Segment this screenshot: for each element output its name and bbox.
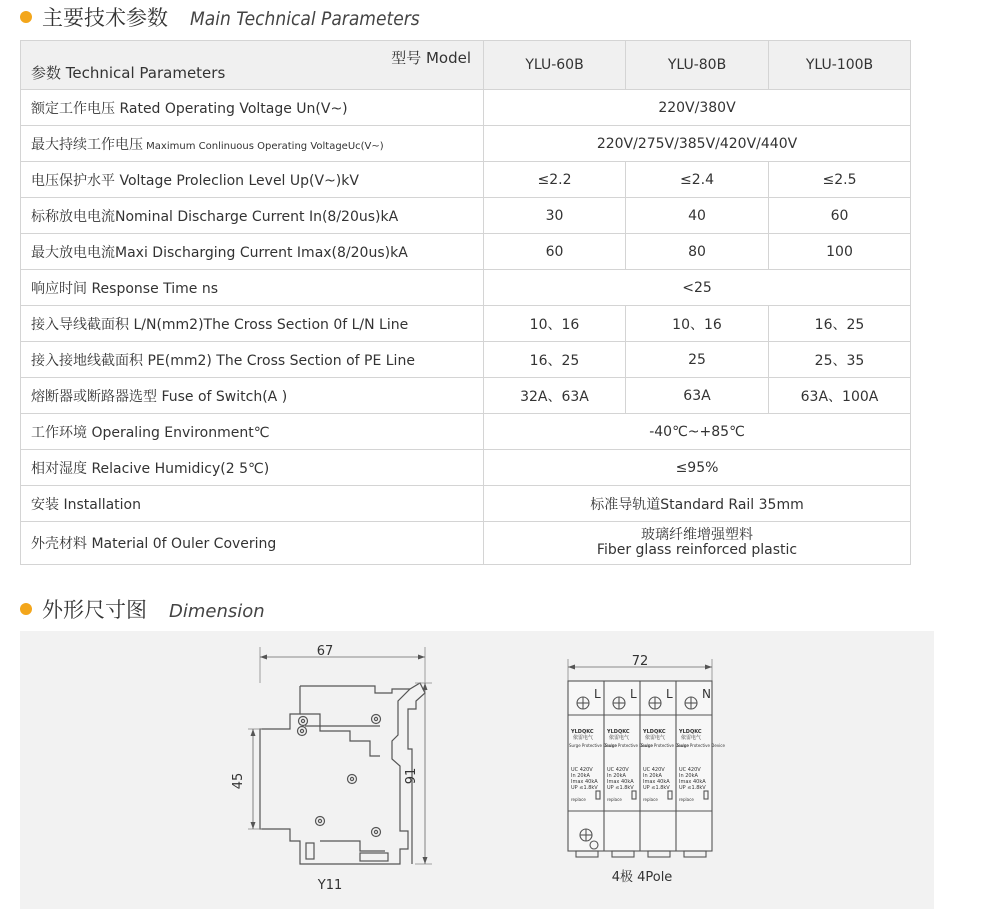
front-view-drawing [568, 659, 712, 857]
row-value: ≤2.2 [484, 162, 626, 198]
dim-width-label: 67 [316, 644, 334, 659]
spec-line: Imax 40kA [679, 779, 706, 785]
row-value: 60 [769, 198, 911, 234]
side-view-caption: Y11 [317, 878, 343, 893]
spec-line: UC 420V [679, 767, 701, 773]
row-value: <25 [484, 270, 911, 306]
dim-inner-height-label: 45 [231, 772, 246, 790]
section-heading-dimension [20, 594, 265, 624]
technical-parameters-table [20, 40, 911, 565]
model-header: YLU-80B [626, 41, 769, 90]
section-heading-technical [20, 2, 445, 32]
table-row [21, 126, 911, 162]
table-row [21, 234, 911, 270]
pole-label: N [702, 687, 711, 701]
row-label: 最大持续工作电压 Maximum Conlinuous Operating VoltageUc(V~) [21, 126, 484, 162]
row-label: 熔断器或断路器选型 Fuse of Switch(A ) [21, 378, 484, 414]
row-value: 60 [484, 234, 626, 270]
row-value: 25 [626, 342, 769, 378]
model-header: YLU-60B [484, 41, 626, 90]
row-value: 63A [626, 378, 769, 414]
row-value: 30 [484, 198, 626, 234]
spec-line: UC 420V [643, 767, 665, 773]
spec-line: In 20kA [643, 773, 662, 779]
side-view-drawing [248, 647, 432, 864]
brand-text: YLDQKC [643, 729, 666, 735]
row-value: 63A、100A [769, 378, 911, 414]
row-value: 16、25 [484, 342, 626, 378]
front-view-caption: 4极 4Pole [611, 870, 673, 885]
row-value: 220V/380V [484, 90, 911, 126]
table-row [21, 486, 911, 522]
brand-cn-text: 依雷电气 [645, 735, 666, 741]
spec-line: In 20kA [607, 773, 626, 779]
table-header-corner [21, 41, 484, 90]
row-value: 标准导轨道Standard Rail 35mm [484, 486, 911, 522]
row-label: 工作环境 Operaling Environment℃ [21, 414, 484, 450]
row-value: 玻璃纤维增强塑料 Fiber glass reinforced plastic [484, 522, 911, 565]
spec-line: In 20kA [571, 773, 590, 779]
bullet-dot-icon [20, 11, 32, 23]
status-text: replace [571, 797, 586, 802]
product-text: Surge Protective Device [569, 743, 617, 748]
pole-label: L [666, 687, 673, 701]
row-label: 外壳材料 Material 0f Ouler Covering [21, 522, 484, 565]
row-label: 电压保护水平 Voltage Proleclion Level Up(V~)kV [21, 162, 484, 198]
row-label: 相对湿度 Relacive Humidicy(2 5℃) [21, 450, 484, 486]
spec-line: UC 420V [607, 767, 629, 773]
table-row [21, 378, 911, 414]
product-text: Surge Protective Device [605, 743, 653, 748]
model-header: YLU-100B [769, 41, 911, 90]
section-title-zh: 外形尺寸图 [42, 598, 147, 622]
section-title-en: Dimension [169, 601, 265, 622]
row-value: 40 [626, 198, 769, 234]
brand-cn-text: 依雷电气 [609, 735, 630, 741]
brand-cn-text: 依雷电气 [681, 735, 702, 741]
table-row [21, 90, 911, 126]
table-row [21, 198, 911, 234]
brand-text: YLDQKC [571, 729, 594, 735]
row-value: ≤2.4 [626, 162, 769, 198]
brand-text: YLDQKC [607, 729, 630, 735]
section-title-en: Main Technical Parameters [190, 8, 420, 30]
spec-line: UP ≤1.8kV [643, 785, 670, 791]
dimension-panel [20, 631, 934, 909]
row-value: ≤95% [484, 450, 911, 486]
dim-outer-height-label: 91 [404, 767, 419, 785]
section-title-zh: 主要技术参数 [42, 6, 168, 30]
dimension-drawings [20, 631, 934, 909]
brand-text: YLDQKC [679, 729, 702, 735]
row-value: 220V/275V/385V/420V/440V [484, 126, 911, 162]
spec-line: UP ≤1.8kV [679, 785, 706, 791]
spec-line: Imax 40kA [607, 779, 634, 785]
row-value: 80 [626, 234, 769, 270]
dim-front-width-label: 72 [631, 654, 649, 669]
row-label: 额定工作电压 Rated Operating Voltage Un(V~) [21, 90, 484, 126]
table-header-row [21, 41, 911, 90]
table-row [21, 414, 911, 450]
pole-label: L [630, 687, 637, 701]
status-text: replace [679, 797, 694, 802]
table-row [21, 342, 911, 378]
status-text: replace [643, 797, 658, 802]
table-row [21, 162, 911, 198]
row-value: 32A、63A [484, 378, 626, 414]
spec-line: Imax 40kA [571, 779, 598, 785]
row-value: 100 [769, 234, 911, 270]
row-value: 16、25 [769, 306, 911, 342]
spec-line: UC 420V [571, 767, 593, 773]
row-label: 最大放电电流Maxi Discharging Current Imax(8/20us)kA [21, 234, 484, 270]
row-label: 标称放电电流Nominal Discharge Current In(8/20us)kA [21, 198, 484, 234]
parameter-label: 参数 Technical Parameters [31, 64, 226, 82]
row-value: 10、16 [626, 306, 769, 342]
product-text: Surge Protective Device [677, 743, 725, 748]
table-row [21, 306, 911, 342]
pole-label: L [594, 687, 601, 701]
brand-cn-text: 依雷电气 [573, 735, 594, 741]
spec-line: UP ≤1.8kV [607, 785, 634, 791]
row-label: 接入接地线截面积 PE(mm2) The Cross Section of PE Line [21, 342, 484, 378]
table-row [21, 270, 911, 306]
spec-line: UP ≤1.8kV [571, 785, 598, 791]
row-label: 响应时间 Response Time ns [21, 270, 484, 306]
spec-line: In 20kA [679, 773, 698, 779]
row-label: 安装 Installation [21, 486, 484, 522]
product-text: Surge Protective Device [641, 743, 689, 748]
row-value: ≤2.5 [769, 162, 911, 198]
row-label: 接入导线截面积 L/N(mm2)The Cross Section 0f L/N Line [21, 306, 484, 342]
bullet-dot-icon [20, 603, 32, 615]
table-row [21, 450, 911, 486]
spec-line: Imax 40kA [643, 779, 670, 785]
row-value: 10、16 [484, 306, 626, 342]
row-value: 25、35 [769, 342, 911, 378]
model-label: 型号 Model [391, 49, 471, 67]
status-text: replace [607, 797, 622, 802]
table-row [21, 522, 911, 565]
row-value: -40℃~+85℃ [484, 414, 911, 450]
